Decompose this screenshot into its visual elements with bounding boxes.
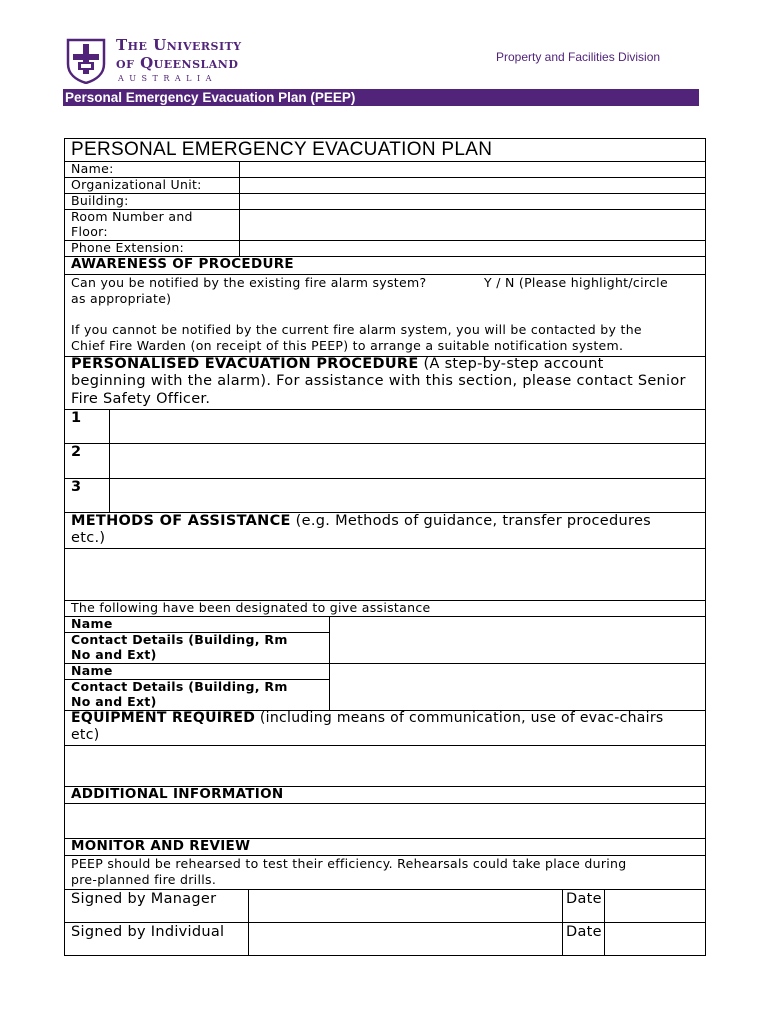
assistant-contact-label-line1: Contact Details (Building, Rm: [71, 632, 288, 647]
phone-label: Phone Extension:: [71, 240, 185, 255]
manager-date-field[interactable]: [605, 890, 705, 922]
assistant-name-field[interactable]: [330, 664, 705, 679]
document-banner: Personal Emergency Evacuation Plan (PEEP): [63, 89, 699, 106]
assistance-heading: METHODS OF ASSISTANCE: [71, 513, 291, 529]
manager-signature-field[interactable]: [249, 890, 562, 922]
procedure-heading-line1: [71, 356, 604, 372]
form-title: PERSONAL EMERGENCY EVACUATION PLAN: [71, 139, 493, 160]
building-label: Building:: [71, 193, 129, 208]
awareness-question-line2: as appropriate): [71, 291, 172, 306]
procedure-desc-line3: Fire Safety Officer.: [71, 391, 211, 407]
assistant-name-label: Name: [71, 616, 113, 631]
assistant-contact-field[interactable]: [330, 680, 705, 710]
monitor-heading: MONITOR AND REVIEW: [71, 838, 251, 854]
step-number: 1: [71, 410, 82, 426]
phone-field[interactable]: [240, 241, 705, 256]
assistant-contact-label-line1: Contact Details (Building, Rm: [71, 679, 288, 694]
awareness-yn[interactable]: Y / N (Please highlight/circle: [484, 275, 668, 290]
awareness-info-line1: If you cannot be notified by the current fire alarm system, you will be contacted by the: [71, 322, 642, 337]
building-field[interactable]: [240, 194, 705, 209]
assistant-contact-label-line2: No and Ext): [71, 647, 157, 662]
equipment-heading-line1: [71, 710, 664, 726]
university-name-line3: AUSTRALIA: [118, 74, 217, 83]
date-label: Date: [566, 924, 602, 940]
assistant-contact-field[interactable]: [330, 633, 705, 663]
awareness-info-line2: Chief Fire Warden (on receipt of this PEEP) to arrange a suitable notification system.: [71, 338, 624, 353]
assistant-contact-label-line2: No and Ext): [71, 694, 157, 709]
assistance-heading-line1: [71, 513, 651, 529]
procedure-desc-line2: beginning with the alarm). For assistance with this section, please contact Senior: [71, 373, 686, 389]
awareness-question-line1: Can you be notified by the existing fire alarm system?: [71, 275, 427, 290]
division-name: Property and Facilities Division: [496, 50, 661, 64]
signed-manager-label: Signed by Manager: [71, 891, 217, 907]
university-name-line1: The University: [116, 36, 242, 54]
step-number: 2: [71, 444, 82, 460]
equipment-field[interactable]: [65, 746, 705, 786]
room-label-line1: Room Number and: [71, 209, 193, 224]
step-field[interactable]: [110, 410, 705, 443]
equipment-desc-line1: (including means of communication, use of evac-chairs: [255, 710, 664, 726]
individual-signature-field[interactable]: [249, 923, 562, 955]
room-label-line2: Floor:: [71, 224, 108, 239]
assistant-name-field[interactable]: [330, 617, 705, 632]
designated-text: The following have been designated to give assistance: [71, 600, 431, 615]
assistant-name-label: Name: [71, 663, 113, 678]
awareness-heading: AWARENESS OF PROCEDURE: [71, 256, 294, 272]
assistance-field[interactable]: [65, 549, 705, 600]
additional-heading: ADDITIONAL INFORMATION: [71, 786, 284, 802]
room-field[interactable]: [240, 210, 705, 240]
monitor-desc-line1: PEEP should be rehearsed to test their efficiency. Rehearsals could take place during: [71, 856, 627, 871]
date-label: Date: [566, 891, 602, 907]
individual-date-field[interactable]: [605, 923, 705, 955]
procedure-desc-line1: (A step-by-step account: [418, 356, 604, 372]
step-field[interactable]: [110, 444, 705, 478]
step-number: 3: [71, 479, 82, 495]
equipment-heading: EQUIPMENT REQUIRED: [71, 710, 256, 726]
uq-crest-icon: [66, 38, 106, 84]
assistance-desc-line1: (e.g. Methods of guidance, transfer procedures: [290, 513, 652, 529]
additional-field[interactable]: [65, 804, 705, 838]
step-field[interactable]: [110, 479, 705, 512]
signed-individual-label: Signed by Individual: [71, 924, 225, 940]
equipment-desc-line2: etc): [71, 727, 100, 743]
divider: [562, 889, 563, 955]
name-label: Name:: [71, 161, 114, 176]
assistance-desc-line2: etc.): [71, 530, 106, 546]
university-name-line2: of Queensland: [116, 54, 239, 72]
org-unit-field[interactable]: [240, 178, 705, 193]
monitor-desc-line2: pre-planned fire drills.: [71, 872, 217, 887]
org-unit-label: Organizational Unit:: [71, 177, 202, 192]
procedure-heading: PERSONALISED EVACUATION PROCEDURE: [71, 356, 419, 372]
name-field[interactable]: [240, 162, 705, 177]
